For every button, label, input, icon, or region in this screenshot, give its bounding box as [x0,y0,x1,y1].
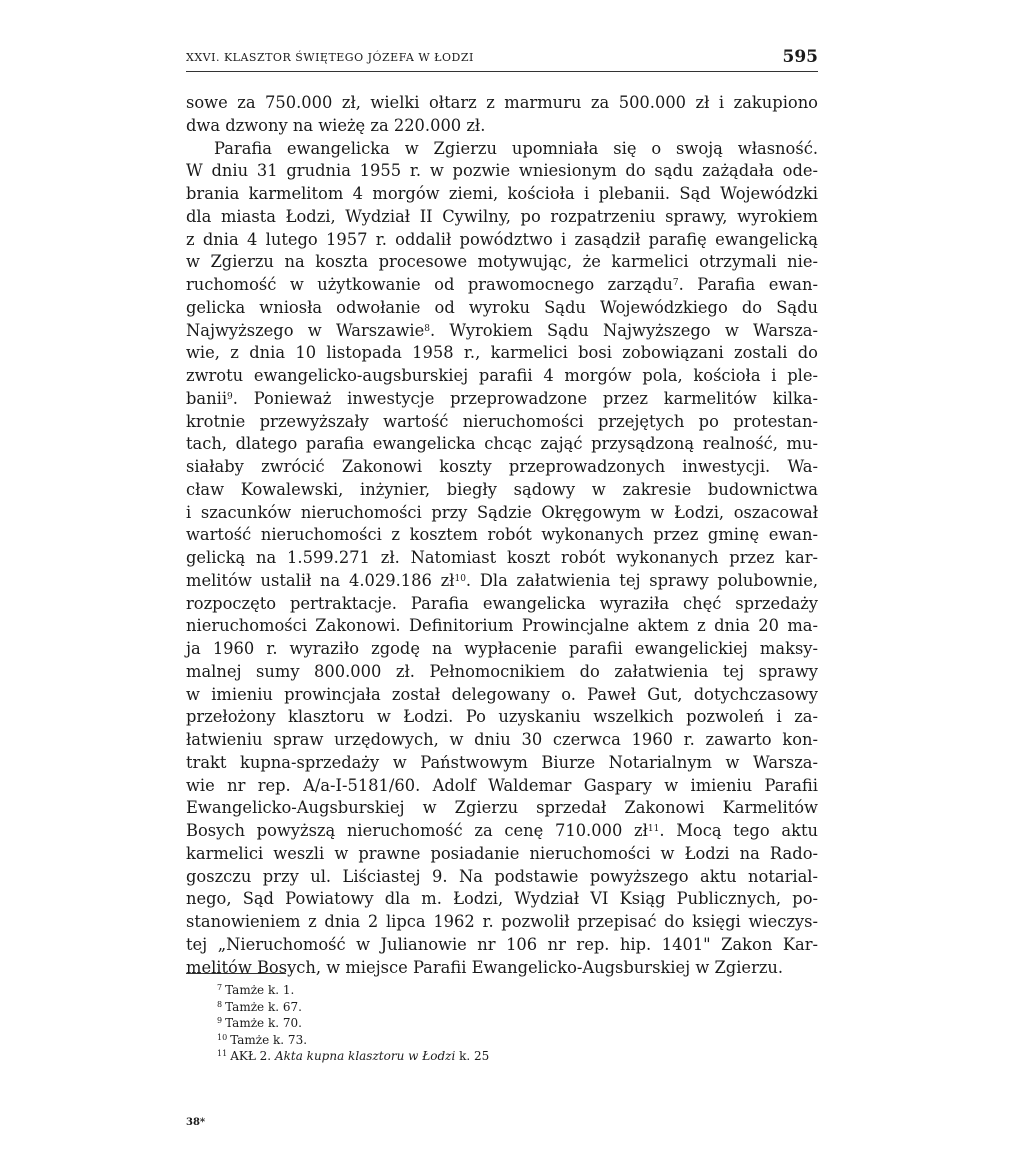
body-line [186,502,818,525]
footnote-rule [186,973,286,974]
body-line-text: . Parafia ewan- [678,275,818,294]
body-line [186,524,818,547]
body-line-text: rozpoczęto pertraktacje. Parafia ewangelicka wyraziła chęć sprzedaży [186,593,818,613]
body-line [186,92,818,115]
body-line-text: . Mocą tego aktu [659,821,818,840]
body-line-text: sowe za 750.000 zł, wielki ołtarz z marmuru za 500.000 zł i zakupiono [186,93,818,112]
body-line-text: malnej sumy 800.000 zł. Pełnomocnikiem do załatwienia tej sprawy [186,661,818,681]
body-line [186,843,818,866]
body-line-text: melitów ustalił na 4.029.186 zł [186,570,455,590]
body-line [186,456,818,479]
body-line-text: banii [186,388,228,408]
body-line [186,547,818,570]
running-head: XXVI. KLASZTOR ŚWIĘTEGO JÓZEFA W ŁODZI [186,51,474,64]
body-line [186,229,818,252]
footnote [217,1048,717,1065]
body-line-text: przełożony klasztoru w Łodzi. Po uzyskaniu wszelkich pozwoleń i za- [186,707,818,727]
body-line [186,411,818,434]
footnote-ref: 11 [647,824,660,834]
footnote [217,982,717,999]
body-line [186,433,818,456]
body-line-text: . Dla załatwienia tej sprawy polubownie, [465,570,819,590]
body-line [186,593,818,616]
body-line [186,342,818,365]
body-line-text: tach, dlatego parafia ewangelicka chcąc zająć przysądzoną realność, mu- [186,434,818,454]
body-line [186,297,818,320]
footnote-ref: 8 [424,323,430,334]
body-line [186,183,818,206]
footnote-text: Tamże k. 73. [230,1032,308,1047]
body-line [186,274,818,297]
body-line-text: brania karmelitom 4 morgów ziemi, kościoła i plebanii. Sąd Wojewódzki [186,184,818,203]
body-line [186,888,818,911]
printer-signature: 38* [186,1117,206,1128]
body-line-text: W dniu 31 grudnia 1955 r. w pozwie wniesionym do sądu zażądała ode- [186,161,818,181]
body-line [186,160,818,183]
body-line-text: dwa dzwony na wieżę za 220.000 zł. [186,115,486,135]
body-line [186,797,818,820]
footnote-text: Tamże k. 1. [225,983,295,997]
body-line [186,957,818,980]
body-line [186,570,818,593]
body-line [186,820,818,843]
footnote-number: 8 [217,999,223,1009]
body-line [186,684,818,707]
body-line-text: Najwyższego w Warszawie [186,320,425,340]
body-line-text: trakt kupna-sprzedaży w Państwowym Biurze Notarialnym w Warsza- [186,752,818,772]
body-line-text: wie nr rep. A/a-I-5181/60. Adolf Waldemar Gaspary w imieniu Parafii [186,775,818,795]
body-line-text: . Ponieważ inwestycje przeprowadzone przez karmelitów kilka- [232,388,818,408]
body-line-text: z dnia 4 lutego 1957 r. oddalił powództwo i zasądził parafię ewangelicką [186,229,818,249]
body-line-text: Bosych powyższą nieruchomość za cenę 710.000 zł [186,821,648,840]
body-line [186,615,818,638]
body-line-text: nego, Sąd Powiatowy dla m. Łodzi, Wydział VI Ksiąg Publicznych, po- [186,889,818,909]
body-line-text: Parafia ewangelicka w Zgierzu upomniała się o swoją własność. [214,138,818,158]
body-line-text: nieruchomości Zakonowi. Definitorium Prowincjalne aktem z dnia 20 ma- [186,616,818,636]
body-line [186,320,818,343]
body-line-text: wartość nieruchomości z kosztem robót wykonanych przez gminę ewan- [186,525,818,545]
page-header [186,47,818,72]
body-line [186,706,818,729]
footnote [217,1015,717,1032]
body-line [186,365,818,388]
body-line-text: . Wyrokiem Sądu Najwyższego w Warsza- [429,320,818,340]
body-line-text: melitów Bosych, w miejsce Parafii Ewangelicko-Augsburskiej w Zgierzu. [186,957,784,977]
body-line-text: stanowieniem z dnia 2 lipca 1962 r. pozwolił przepisać do księgi wieczys- [186,912,818,931]
body-line-text: tej „Nieruchomość w Julianowie nr 106 nr rep. hip. 1401" Zakon Kar- [186,934,818,954]
body-line-text: i szacunków nieruchomości przy Sądzie Okręgowym w Łodzi, oszacował [186,502,818,522]
body-line-text: Ewangelicko-Augsburskiej w Zgierzu sprzedał Zakonowi Karmelitów [186,798,818,818]
body-line-text: zwrotu ewangelicko-augsburskiej parafii 4 morgów pola, kościoła i ple- [186,366,818,385]
page-number: 595 [782,47,818,67]
body-line [186,388,818,411]
body-line [186,729,818,752]
footnote-number: 11 [217,1049,228,1058]
body-line [186,115,818,138]
footnote-text: Tamże k. 70. [225,1016,302,1030]
body-line [186,251,818,274]
body-line [186,934,818,957]
footnote-ref: 10 [454,573,466,584]
body-line-text: łatwieniu spraw urzędowych, w dniu 30 czerwca 1960 r. zawarto kon- [186,730,818,749]
body-line [186,638,818,661]
body-line [186,775,818,798]
body-line-text: ja 1960 r. wyraziło zgodę na wypłacenie parafii ewangelickiej maksy- [186,639,818,658]
body-line [186,206,818,229]
body-line [186,661,818,684]
body-line-text: dla miasta Łodzi, Wydział II Cywilny, po rozpatrzeniu sprawy, wyrokiem [186,206,818,226]
body-line-text: gelicka wniosła odwołanie od wyroku Sądu Wojewódzkiego do Sądu [186,297,818,317]
footnote-ref: 7 [672,278,679,288]
footnote [217,1032,717,1049]
footnote-number: 10 [217,1032,228,1042]
footnote-text: k. 25 [455,1049,490,1063]
body-text [186,92,818,979]
body-line-text: cław Kowalewski, inżynier, biegły sądowy w zakresie budownictwa [186,479,818,499]
footnote-number: 7 [217,983,223,992]
body-line-text: gelicką na 1.599.271 zł. Natomiast koszt robót wykonanych przez kar- [186,548,818,567]
body-line-text: goszczu przy ul. Liściastej 9. Na podstawie powyższego aktu notarial- [186,866,818,886]
body-line-text: krotnie przewyższały wartość nieruchomości przejętych po protestan- [186,411,818,431]
footnote-number: 9 [217,1016,223,1025]
body-line [186,138,818,161]
body-line [186,911,818,934]
footnote-text: Tamże k. 67. [225,999,302,1014]
body-line-text: karmelici weszli w prawne posiadanie nieruchomości w Łodzi na Rado- [186,843,818,863]
footnote [217,999,717,1016]
body-line-text: wie, z dnia 10 listopada 1958 r., karmelici bosi zobowiązani zostali do [186,343,818,363]
body-line [186,752,818,775]
body-line-text: w Zgierzu na koszta procesowe motywując, że karmelici otrzymali nie- [186,252,818,272]
body-line-text: ruchomość w użytkowanie od prawomocnego zarządu [186,275,673,294]
body-line-text: siałaby zwrócić Zakonowi koszty przeprowadzonych inwestycji. Wa- [186,457,818,476]
footnote-title: Akta kupna klasztoru w Łodzi [274,1049,456,1063]
footnote-text: AKŁ 2. [230,1049,275,1063]
footnote-ref: 9 [227,391,233,402]
footnotes [217,982,717,1065]
body-line-text: w imieniu prowincjała został delegowany o. Paweł Gut, dotychczasowy [186,684,818,704]
body-line [186,479,818,502]
body-line [186,866,818,889]
